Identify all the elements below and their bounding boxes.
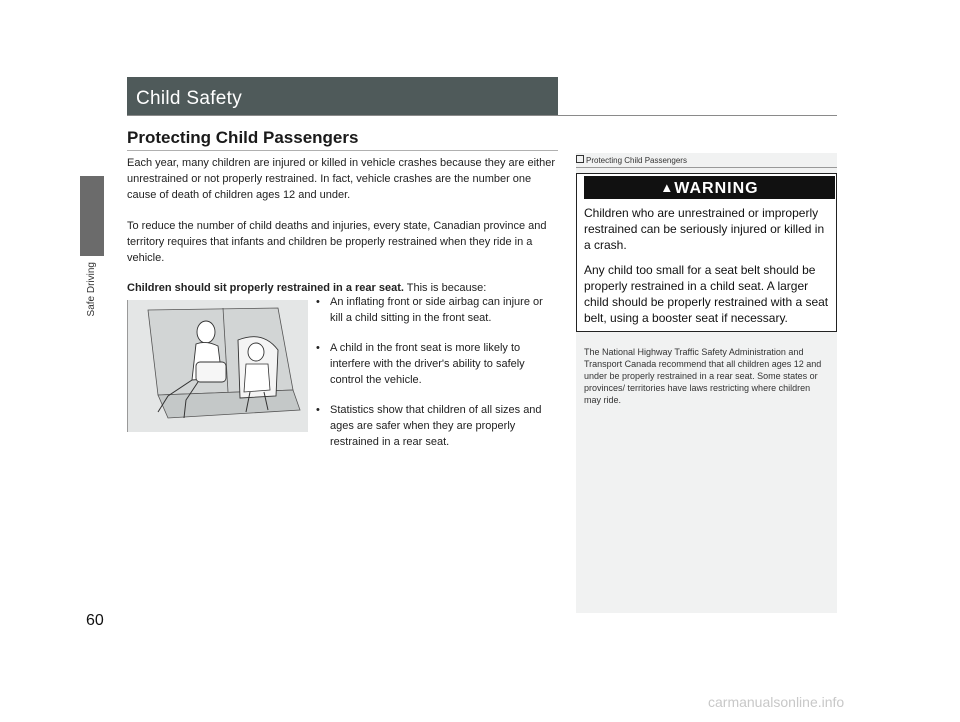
sidebar-rule: [576, 167, 837, 168]
bullet-glyph: •: [316, 342, 320, 354]
watermark: carmanualsonline.info: [708, 694, 845, 710]
bullet-glyph: •: [316, 296, 320, 308]
child-seat-illustration-icon: [128, 300, 308, 432]
list-item: [316, 402, 558, 450]
reason-list: [316, 294, 558, 464]
sidebar-heading-text: Protecting Child Passengers: [586, 156, 687, 165]
warning-text-2: Any child too small for a seat belt should be properly restrained in a child seat. A larger child should be properly restrained with a seat belt, using a booster seat if necessary.: [584, 263, 829, 325]
section-tab: [80, 176, 104, 256]
page-number: 60: [86, 612, 104, 629]
warning-header: [584, 176, 835, 199]
link-marker-icon: [576, 155, 584, 163]
intro-paragraph: Each year, many children are injured or killed in vehicle crashes because they are either unrestrained or not properly restrained. In fact, vehicle crashes are the number one cause of death of children ages 12 and under.: [127, 157, 556, 201]
rear-seat-illustration: [127, 300, 308, 432]
header-rule: [127, 115, 837, 116]
bullet-text: A child in the front seat is more likely to interfere with the driver's ability to safely control the vehicle.: [330, 342, 525, 386]
section-title: Child Safety: [136, 88, 243, 109]
warning-label: WARNING: [674, 180, 759, 197]
warning-text-1: Children who are unrestrained or improperly restrained can be seriously injured or killed in a crash.: [584, 206, 825, 252]
heading-rule: [127, 150, 558, 151]
side-label: Safe Driving: [86, 262, 97, 317]
page-heading: Protecting Child Passengers: [127, 128, 359, 147]
sidebar-heading: [576, 155, 687, 165]
warning-triangle-icon: ▲: [660, 180, 675, 195]
rear-seat-bold: Children should sit properly restrained in a rear seat.: [127, 282, 404, 294]
bullet-text: Statistics show that children of all sizes and ages are safer when they are properly restrained in a rear seat.: [330, 404, 542, 448]
rear-seat-rest: This is because:: [403, 282, 487, 294]
law-paragraph: To reduce the number of child deaths and injuries, every state, Canadian province and territory requires that infants and children be properly restrained when they ride in a vehicle.: [127, 220, 547, 264]
bullet-text: An inflating front or side airbag can injure or kill a child sitting in the front seat.: [330, 296, 543, 324]
list-item: [316, 294, 558, 326]
bullet-glyph: •: [316, 404, 320, 416]
sidebar-note: The National Highway Traffic Safety Administration and Transport Canada recommend that all children ages 12 and under be properly restrained in a rear seat. Some states or provinces/ territories have laws restricting where children may ride.: [584, 347, 822, 405]
list-item: [316, 340, 558, 388]
